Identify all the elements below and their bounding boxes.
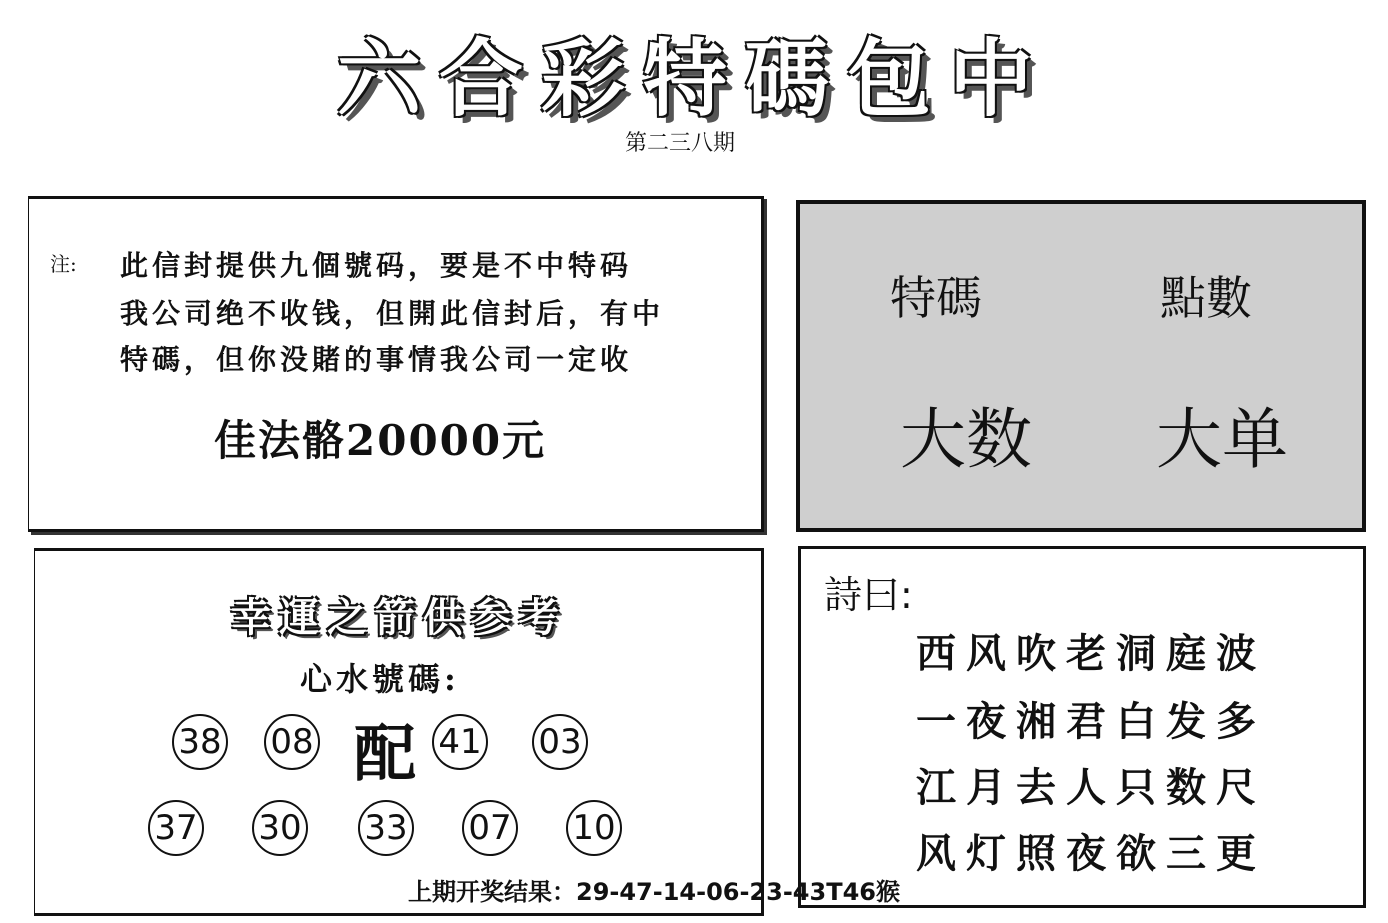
note-prefix: 注: [50,252,77,276]
number-ball: 08 [264,714,320,770]
stat-value-points: 大单 [1156,401,1288,478]
note-reward: 佳法骼20000元 [214,416,547,465]
poem-line: 西风吹老洞庭波 [916,630,1266,677]
stats-panel [796,200,1366,532]
heart-numbers-label: 心水號碼: [300,660,460,698]
page-title: 六合彩特碼包中 [336,29,1051,128]
number-ball: 33 [358,800,414,856]
number-ball: 30 [252,800,308,856]
number-ball: 41 [432,714,488,770]
stat-header-points: 點數 [1160,271,1252,325]
poem-line: 江月去人只数尺 [916,764,1266,811]
number-ball: 38 [172,714,228,770]
pair-label: 配 [354,717,417,790]
poem-line: 一夜湘君白发多 [916,698,1266,745]
lucky-title: 幸運之箭供参考 [231,594,567,641]
number-ball: 37 [148,800,204,856]
note-line: 我公司绝不收钱，但開此信封后，有中 [120,297,665,330]
stat-value-special: 大数 [900,401,1032,478]
stat-header-special: 特碼 [890,271,982,325]
note-line: 特碼，但你没賭的事情我公司一定收 [120,343,633,376]
number-ball: 07 [462,800,518,856]
note-line: 此信封提供九個號码，要是不中特码 [120,249,633,282]
last-draw-result: 上期开奖结果：29-47-14-06-23-43T46猴 [408,878,900,906]
number-ball: 03 [532,714,588,770]
poem-label: 詩曰: [824,573,913,617]
number-ball: 10 [566,800,622,856]
poem-line: 风灯照夜欲三更 [916,830,1266,877]
issue-number: 第二三八期 [624,131,735,156]
